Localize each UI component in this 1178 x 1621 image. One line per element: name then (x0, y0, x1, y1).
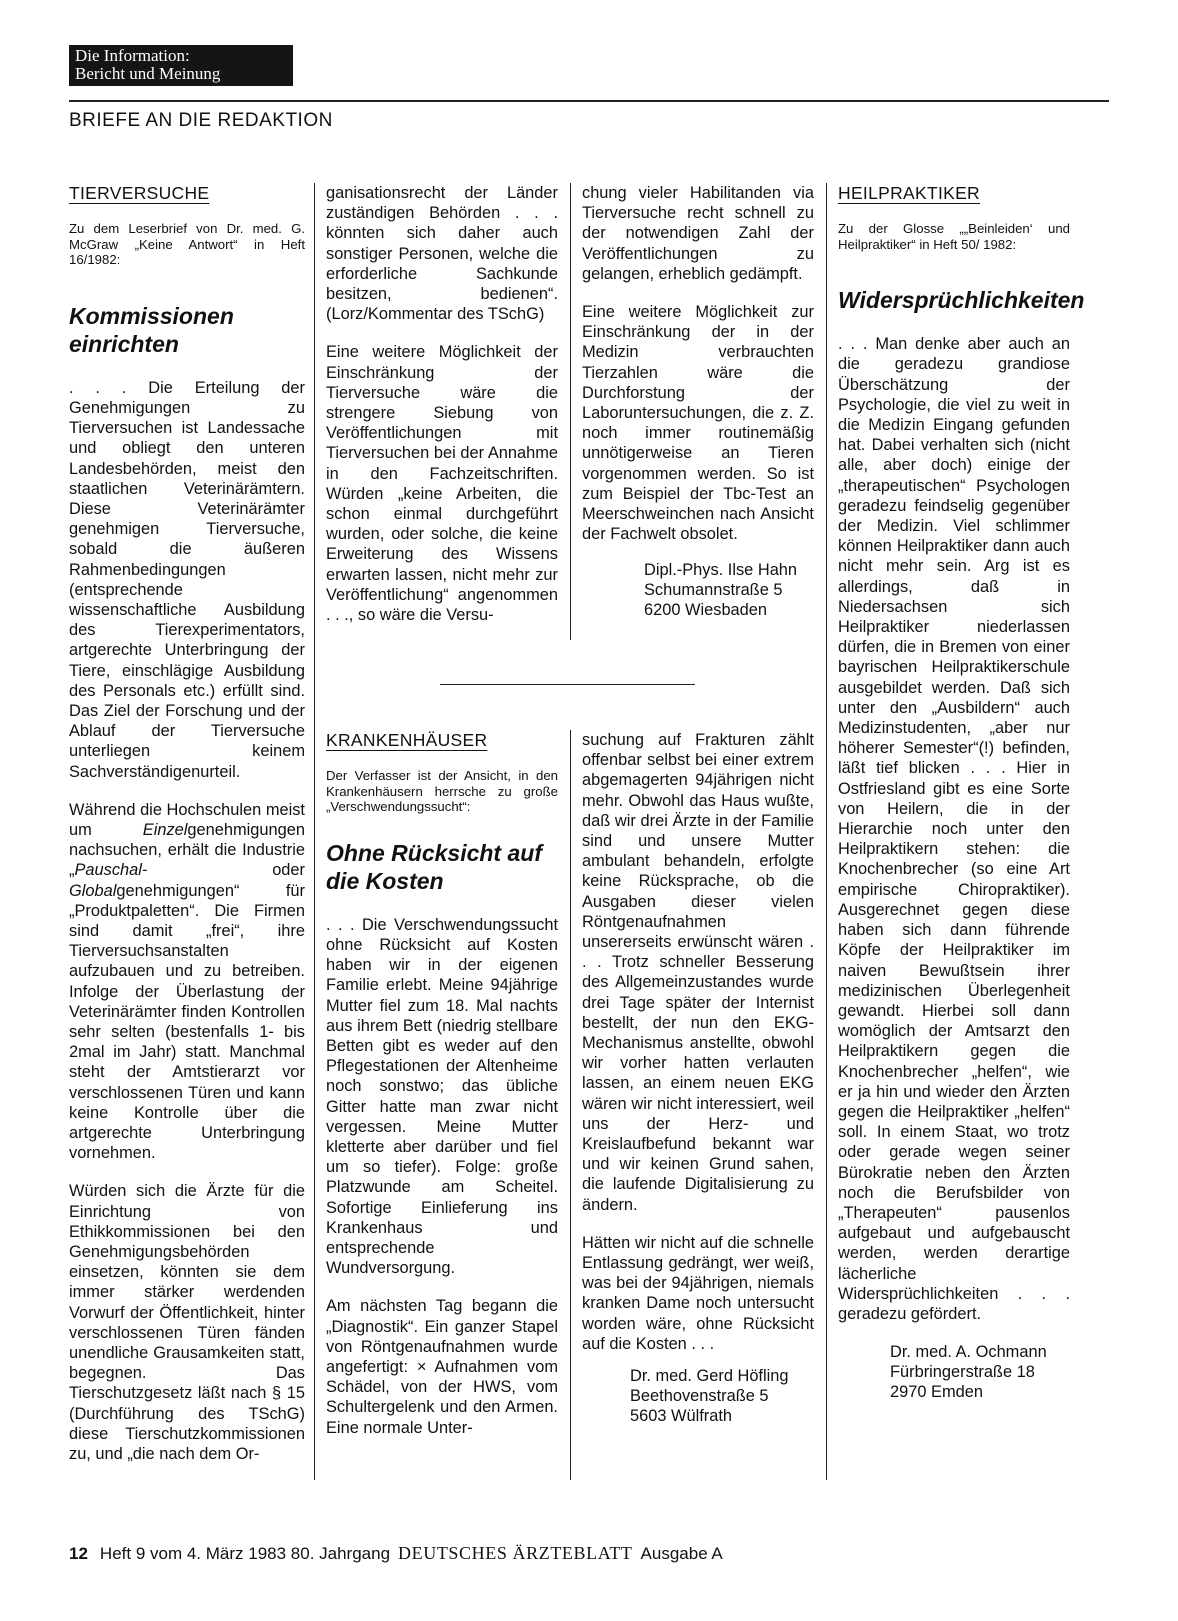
intro-tierversuche: Zu dem Leserbrief von Dr. med. G. McGraw „Keine Antwort“ in Heft 16/1982: (69, 221, 305, 268)
section-badge (69, 45, 293, 86)
magazine-title: DEUTSCHES ÄRZTEBLATT (398, 1543, 633, 1563)
paragraph: . . . Die Verschwendungssucht ohne Rücksicht auf Kosten haben wir in der eigenen Familie erlebt. Meine 94jährige Mutter fiel zum 18. Mal nachts aus ihrem Bett (niedrig stellbare Betten gibt es weder auf den Pflegestationen der Altenheime noch sonstwo; das übliche Gitter hatte man zwar nicht vergessen. Meine Mutter kletterte aber darüber und fiel um so tiefer). Folge: große Platzwunde am Scheitel. Sofortige Einlieferung ins Krankenhaus und entsprechende Wundversorgung. (326, 915, 558, 1278)
column-krankenhaeuser (326, 730, 558, 1438)
paragraph: chung vieler Habilitanden via Tierversuche recht schnell zu der notwendigen Zahl der Veröffentlichungen zu gelangen, erheblich gedämpft. (582, 184, 814, 283)
paragraph: Eine weitere Möglichkeit zur Einschränkung der in der Medizin verbrauchten Tierzahlen wäre die Durchforstung der Laboruntersuchungen, die z. Z. noch immer routinemäßig unnötigerweise an Tieren vorgenommen werden. So ist zum Beispiel der Tbc-Test an Meerschweinchen nach Ansicht der Fachwelt obsolet. (582, 303, 814, 544)
column-tierversuche-cont (326, 183, 558, 625)
edition: Ausgabe A (640, 1544, 723, 1563)
paragraph: Während die Hochschulen meist um Einzelgenehmigungen nachsuchen, erhält die Industrie „Pauschal- oder Globalgenehmigungen“ für „Produktpaletten“. Die Firmen sind damit „frei“, ihre Tierversuchsanstalten aufzubauen und zu betreiben. Infolge der Überlastung der Veterinärämter finden Kontrollen sehr selten (bestenfalls 1- bis 2mal im Jahr) statt. Manchmal steht der Amtstierarzt vor verschlossenen Türen und kann keine Kontrolle über die artgerechte Unterbringung vornehmen. (69, 800, 305, 1163)
column-heilpraktiker (838, 183, 1085, 1402)
column-tierversuche (69, 183, 305, 1464)
page-footer (69, 1543, 723, 1564)
header-rule (69, 100, 1109, 102)
headline-ohne-ruecksicht: Ohne Rücksicht auf die Kosten (326, 839, 542, 894)
paragraph: Eine weitere Möglichkeit der Einschränkung der Tierversuche wäre die strengere Siebung von Veröffentlichungen mit Tierversuchen bei der Annahme in den Fachzeitschriften. Würden „keine Arbeiten, die schon einmal durchgeführt wurden, oder solche, die keine Erweiterung des Wissens erwarten lassen, nicht mehr zur Veröffentlichung“ angenommen . . ., so wäre die Versu- (326, 343, 558, 625)
intro-heilpraktiker: Zu der Glosse „„Beinleiden‘ und Heilpraktiker“ in Heft 50/ 1982: (838, 221, 1070, 252)
paragraph: Hätten wir nicht auf die schnelle Entlassung gedrängt, wer weiß, was bei der 94jährigen, niemals kranken Dame noch untersucht worden wäre, ohne Rücksicht auf die Kosten . . . (582, 1233, 814, 1353)
section-title: BRIEFE AN DIE REDAKTION (69, 110, 333, 131)
column-tierversuche-end (582, 183, 814, 620)
article-separator (440, 684, 695, 685)
headline-kommissionen: Kommissionen einrichten (69, 302, 234, 357)
column-krankenhaeuser-cont (582, 730, 814, 1426)
kicker-tierversuche: TIERVERSUCHE (69, 183, 210, 203)
paragraph: ganisationsrecht der Länder zuständigen Behörden . . . könnten sich daher auch sonstiger Personen, welche die erforderliche Sachkunde besitzen, bedienen“. (Lorz/Kommentar des TSchG) (326, 184, 558, 324)
column-divider (570, 730, 571, 1480)
paragraph: Am nächsten Tag begann die „Diagnostik“. Ein ganzer Stapel von Röntgenaufnahmen wurde angefertigt: × Aufnahmen vom Schädel, von der HWS, vom Schultergelenk und den Armen. Eine normale Unter- (326, 1297, 558, 1437)
page-number: 12 (69, 1544, 88, 1563)
kicker-krankenhaeuser: KRANKENHÄUSER (326, 730, 488, 750)
paragraph: . . . Man denke aber auch an die geradezu grandiose Überschätzung der Psychologie, die viel zu weit in die Medizin Eingang gefunden hat. Dabei verhalten sich (nicht alle, aber doch) einige der „therapeutischen“ Psychologen geradezu feindselig gegenüber der Medizin. Viel schlimmer können Heilpraktiker dann auch nicht mehr sein. Arg ist es allerdings, daß in Niedersachsen sich Heilpraktiker niederlassen dürfen, die in Bremen von einer bayrischen Heilpraktikerschule ausgebildet werden. Daß sich unter den „Ausbildern“ auch Medizinstudenten, „aber nur höherer Semester“(!) befinden, läßt tief blicken . . . Hier in Ostfriesland gibt es eine Sorte von Heilern, die in der Hierarchie noch unter den Heilpraktikern stehen: die Knochenbrecher (so eine Art empirische Chiropraktiker). Ausgerechnet gegen diese haben sich dann führende Köpfe der Heilpraktiker im naiven Bewußtsein ihrer medizinischen Überlegenheit gewandt. Hierbei soll dann womöglich der Amtsarzt den Heilpraktikern gegen die Knochenbrecher „helfen“, wie er ja hin und wieder den Ärzten gegen die Heilpraktiker „helfen“ soll. In einem Staat, wo trotz oder gerade wegen seiner Bürokratie neben den Ärzten noch die Berufsbilder von „Therapeuten“ pausenlos aufgebaut und aufgebauscht werden, werden derartige lächerliche Widersprüchlichkeiten . . . geradezu gefördert. (838, 335, 1070, 1323)
column-divider (826, 183, 827, 1480)
column-divider (314, 183, 315, 1480)
paragraph: Würden sich die Ärzte für die Einrichtung von Ethikkommissionen bei den Genehmigungsbehörden einsetzen, könnten sie dem immer stärker werdenden Vorwurf der Öffentlichkeit, hinter verschlossenen Türen fänden unendliche Grausamkeiten statt, begegnen. Das Tierschutzgesetz läßt nach § 15 (Durchführung des TSchG) diese Tierschutzkommissionen zu, und „die nach dem Or- (69, 1182, 305, 1464)
signature-hoefling: Dr. med. Gerd Höfling Beethovenstraße 5 5603 Wülfrath (630, 1367, 789, 1426)
badge-line-2: Bericht und Meinung (75, 64, 221, 83)
badge-line-1: Die Information: (75, 46, 190, 65)
issue-info: Heft 9 vom 4. März 1983 80. Jahrgang (99, 1544, 391, 1563)
signature-ochmann: Dr. med. A. Ochmann Fürbringerstraße 18 2970 Emden (890, 1343, 1047, 1402)
headline-widersprueche: Widersprüchlichkeiten (838, 287, 1085, 314)
kicker-heilpraktiker: HEILPRAKTIKER (838, 183, 980, 203)
paragraph: suchung auf Frakturen zählt offenbar selbst bei einer extrem abgemagerten 94jährigen nicht mehr. Obwohl das Haus wußte, daß wir drei Ärzte in der Familie sind und unsere Mutter ambulant behandeln, erfolgte keine Rücksprache, ob die Ausgaben dieser vielen Röntgenaufnahmen unsererseits erwünscht wären . . . Trotz schneller Besserung des Allgemeinzustandes wurde drei Tage später der Internist bestellt, der nun den EKG-Mechanismus anstellte, obwohl wir vorher hatten verlauten lassen, an einem neuen EKG wären wir nicht interessiert, weil uns der Herz- und Kreislaufbefund bekannt war und wir keinen Grund sahen, die laufende Digitalisierung zu ändern. (582, 731, 814, 1214)
column-divider (570, 183, 571, 640)
intro-krankenhaeuser: Der Verfasser ist der Ansicht, in den Krankenhäusern herrsche zu große „Verschwendungssucht“: (326, 768, 558, 815)
signature-hahn: Dipl.-Phys. Ilse Hahn Schumannstraße 5 6200 Wiesbaden (644, 561, 798, 620)
paragraph: . . . Die Erteilung der Genehmigungen zu Tierversuchen ist Landessache und obliegt den unteren Landesbehörden, meist den staatlichen Veterinärämtern. Diese Veterinärämter genehmigen Tierversuche, sobald die äußeren Rahmenbedingungen (entsprechende wissenschaftliche Ausbildung des Tierexperimentators, artgerechte Unterbringung der Tiere, einschlägige Ausbildung des Personals etc.) erfüllt sind. Das Ziel der Forschung und der Ablauf der Tierversuche unterliegen keinem Sachverständigenurteil. (69, 378, 305, 781)
